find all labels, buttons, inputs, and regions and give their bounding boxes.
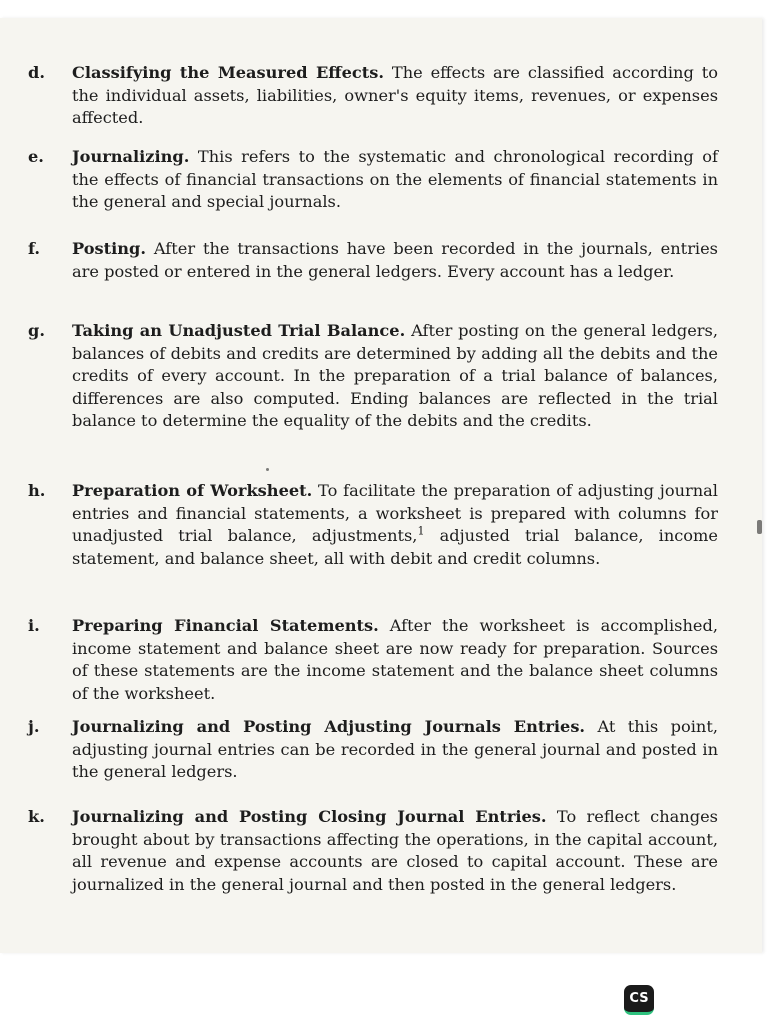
list-item-d	[28, 62, 718, 130]
camscanner-logo-icon: CS	[624, 985, 654, 1015]
item-text: To reflect changes brought about by transactions affecting the operations, in the capital account, all revenue and expense accounts are closed to capital account. These are journalized in the general journal and then posted in the general ledgers.	[72, 807, 718, 894]
item-body	[72, 320, 718, 433]
item-letter: i.	[28, 616, 40, 635]
item-text: This refers to the systematic and chronological recording of the effects of financial transactions on the elements of financial statements in the general and special journals.	[72, 147, 718, 211]
item-text: After the worksheet is accomplished, income statement and balance sheet are now ready for preparation. Sources of these statements are the income statement and the balance sheet columns of the worksheet.	[72, 616, 718, 703]
item-heading: Preparing Financial Statements.	[72, 616, 379, 635]
item-letter: k.	[28, 807, 45, 826]
item-body	[72, 146, 718, 214]
list-item-k	[28, 806, 718, 896]
item-heading: Journalizing and Posting Closing Journal Entries.	[72, 807, 547, 826]
item-heading: Posting.	[72, 239, 146, 258]
item-letter: g.	[28, 321, 45, 340]
item-body	[72, 62, 718, 130]
list-item-g	[28, 320, 718, 433]
list-item-f	[28, 238, 718, 283]
item-text: The effects are classified according to the individual assets, liabilities, owner's equity items, revenues, or expenses affected.	[72, 63, 718, 127]
item-letter: e.	[28, 147, 44, 166]
scan-speck	[266, 468, 269, 471]
item-text: At this point, adjusting journal entries can be recorded in the general journal and posted in the general ledgers.	[72, 717, 718, 781]
item-heading: Preparation of Worksheet.	[72, 481, 313, 500]
item-heading: Journalizing.	[72, 147, 190, 166]
item-text: To facilitate the preparation of adjusting journal entries and financial statements, a worksheet is prepared with columns for unadjusted trial balance, adjustments,	[72, 481, 718, 545]
scan-speck	[757, 520, 762, 534]
list-item-j	[28, 716, 718, 784]
item-letter: f.	[28, 239, 41, 258]
item-body	[72, 615, 718, 705]
item-heading: Journalizing and Posting Adjusting Journals Entries.	[72, 717, 586, 736]
list-item-i	[28, 615, 718, 705]
list-item-h	[28, 480, 718, 570]
item-body	[72, 716, 718, 784]
item-letter: h.	[28, 481, 46, 500]
item-heading: Taking an Unadjusted Trial Balance.	[72, 321, 406, 340]
item-heading: Classifying the Measured Effects.	[72, 63, 384, 82]
item-text: adjusted trial balance, income statement, and balance sheet, all with debit and credit columns.	[72, 526, 718, 568]
list-item-e	[28, 146, 718, 214]
footnote-marker: 1	[417, 524, 425, 538]
item-text: After posting on the general ledgers, balances of debits and credits are determined by adding all the debits and the credits of every account. In the preparation of a trial balance of balances, differences are also computed. Ending balances are reflected in the trial balance to determine the equality of the debits and the credits.	[72, 321, 718, 430]
item-letter: j.	[28, 717, 40, 736]
item-body	[72, 480, 718, 570]
item-body	[72, 806, 718, 896]
paper-sheet	[0, 18, 762, 953]
item-text: After the transactions have been recorded in the journals, entries are posted or entered in the general ledgers. Every account has a ledger.	[72, 239, 718, 281]
item-body	[72, 238, 718, 283]
item-letter: d.	[28, 63, 45, 82]
